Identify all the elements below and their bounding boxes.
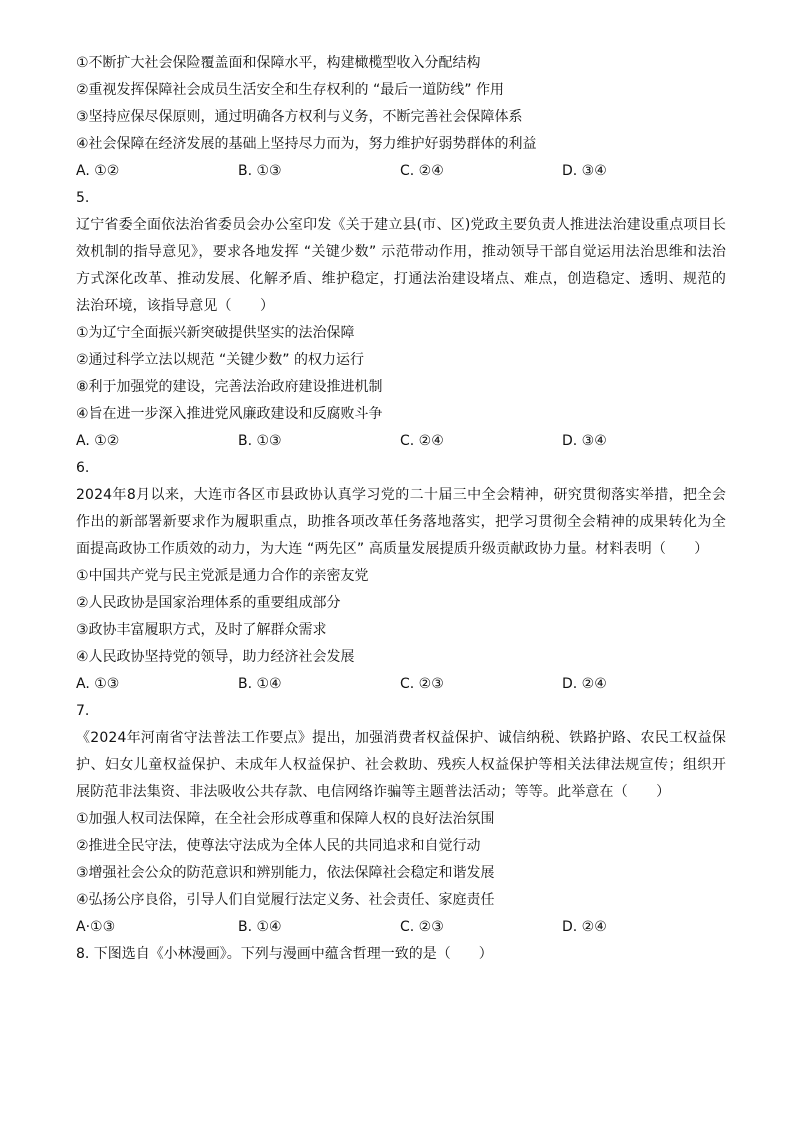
q5-option-d[interactable]: D. ③④ (562, 433, 607, 449)
q5-stem: 辽宁省委全面依法治省委员会办公室印发《关于建立县(市、区)党政主要负责人推进法治建设重点项目长效机制的指导意见》，要求各地发挥 “关键少数” 示范带动作用，推动领导干部自觉运用法治思维和法治方式深化改革、推动发展、化解矛盾、维护稳定，打通法治建设堵点、难点，创造稳定、透明、规范的法治环境，该指导意见（ ） (76, 217, 726, 314)
q7-option-b[interactable]: B. ①④ (238, 919, 282, 935)
q5-option-a[interactable]: A. ①② (76, 433, 120, 449)
q6-stem: 2024年8月以来，大连市各区市县政协认真学习党的二十届三中全会精神，研究贯彻落实举措，把全会作出的新部署新要求作为履职重点，助推各项改革任务落地落实，把学习贯彻全会精神的成果转化为全面提高政协工作质效的动力，为大连 “两先区” 高质量发展提质升级贡献政协力量。材料表明（ ） (76, 487, 726, 557)
exam-page (76, 50, 726, 968)
q6-option-d[interactable]: D. ②④ (562, 676, 607, 692)
q7-option-a[interactable]: A·①③ (76, 919, 116, 935)
q6-option-a[interactable]: A. ①③ (76, 676, 120, 692)
q6-item-3: ③政协丰富履职方式，及时了解群众需求 (76, 622, 327, 638)
q4-options (76, 158, 726, 185)
q4-item-1: ①不断扩大社会保险覆盖面和保障水平，构建橄榄型收入分配结构 (76, 55, 481, 71)
question-6 (76, 455, 726, 698)
q6-number: 6. (76, 460, 90, 476)
q5-number: 5. (76, 190, 90, 206)
q8-stem: 8. 下图选自《小林漫画》。下列与漫画中蕴含哲理一致的是（ ） (76, 946, 493, 962)
q7-option-c[interactable]: C. ②③ (400, 919, 444, 935)
q4-option-b[interactable]: B. ①③ (238, 163, 282, 179)
q5-item-1: ①为辽宁全面振兴新突破提供坚实的法治保障 (76, 325, 355, 341)
q6-options (76, 671, 726, 698)
q4-item-3: ③坚持应保尽保原则，通过明确各方权利与义务，不断完善社会保障体系 (76, 109, 523, 125)
q5-item-4: ④旨在进一步深入推进党风廉政建设和反腐败斗争 (76, 406, 383, 422)
q6-item-4: ④人民政协坚持党的领导，助力经济社会发展 (76, 649, 355, 665)
q5-option-c[interactable]: C. ②④ (400, 433, 444, 449)
question-4 (76, 50, 726, 185)
q7-item-1: ①加强人权司法保障，在全社会形成尊重和保障人权的良好法治氛围 (76, 811, 495, 827)
q5-item-3: ⑧利于加强党的建设，完善法治政府建设推进机制 (76, 379, 383, 395)
q7-item-3: ③增强社会公众的防范意识和辨别能力，依法保障社会稳定和谐发展 (76, 865, 495, 881)
q7-option-d[interactable]: D. ②④ (562, 919, 607, 935)
q7-stem: 《2024年河南省守法普法工作要点》提出，加强消费者权益保护、诚信纳税、铁路护路、农民工权益保护、妇女儿童权益保护、未成年人权益保护、社会救助、残疾人权益保护等相关法律法规宣传；组织开展防范非法集资、非法吸收公共存款、电信网络诈骗等主题普法活动；等等。此举意在（ ） (76, 730, 726, 800)
q7-number: 7. (76, 703, 90, 719)
q6-option-b[interactable]: B. ①④ (238, 676, 282, 692)
q6-item-1: ①中国共产党与民主党派是通力合作的亲密友党 (76, 568, 369, 584)
question-7 (76, 698, 726, 941)
q7-item-4: ④弘扬公序良俗，引导人们自觉履行法定义务、社会责任、家庭责任 (76, 892, 495, 908)
q6-option-c[interactable]: C. ②③ (400, 676, 444, 692)
q4-item-4: ④社会保障在经济发展的基础上坚持尽力而为，努力维护好弱势群体的利益 (76, 136, 537, 152)
q4-option-d[interactable]: D. ③④ (562, 163, 607, 179)
q5-item-2: ②通过科学立法以规范 “关键少数” 的权力运行 (76, 352, 364, 368)
q5-options (76, 428, 726, 455)
q4-option-c[interactable]: C. ②④ (400, 163, 444, 179)
q7-options (76, 914, 726, 941)
q4-item-2: ②重视发挥保障社会成员生活安全和生存权利的 “最后一道防线” 作用 (76, 82, 504, 98)
q4-option-a[interactable]: A. ①② (76, 163, 120, 179)
q6-item-2: ②人民政协是国家治理体系的重要组成部分 (76, 595, 341, 611)
q5-option-b[interactable]: B. ①③ (238, 433, 282, 449)
question-8 (76, 941, 726, 968)
q7-item-2: ②推进全民守法，使尊法守法成为全体人民的共同追求和自觉行动 (76, 838, 481, 854)
question-5 (76, 185, 726, 455)
